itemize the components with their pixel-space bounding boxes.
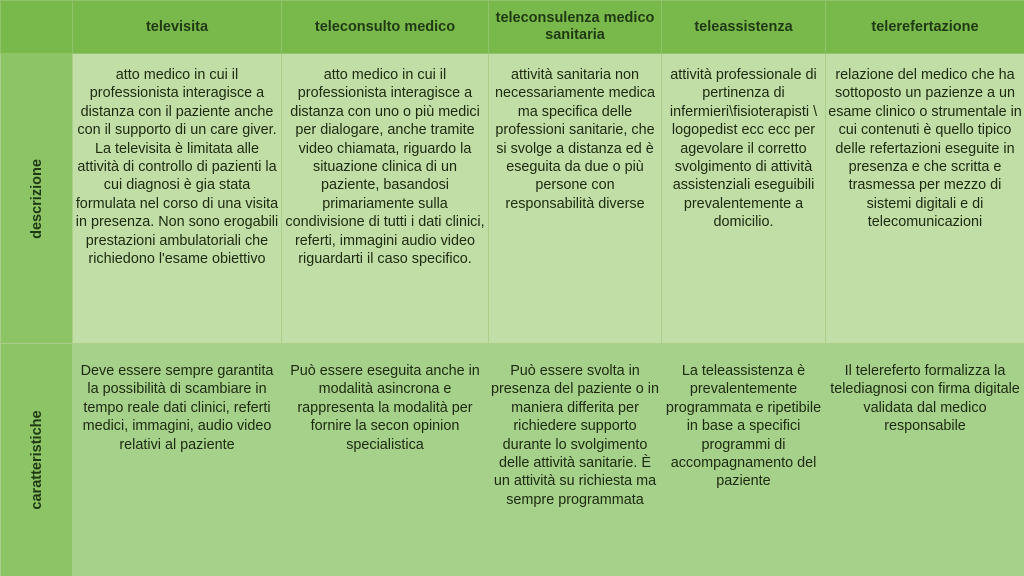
header-teleconsulto-medico: teleconsulto medico <box>282 1 489 54</box>
table-cell <box>826 344 1024 576</box>
header-teleconsulenza-medico-sanitaria: teleconsulenza medico sanitaria <box>489 1 662 54</box>
cell-text-teleassistenza-descrizione: attività professionale di pertinenza di infermieri\fisioterapisti \ logopedist ecc ecc per agevolare il corretto svolgimento di attività assistenziali eseguibili prevalentemente a domicilio. <box>669 67 818 231</box>
cell-text-teleconsulto-descrizione: atto medico in cui il professionista interagisce a distanza con uno o più medici per dialogare, anche tramite video chiamata, riguardo la situazione clinica di un paziente, basandosi primariamente sulla condivisione di tutti i dati clinici, referti, immagini audio video riguardarti il caso specifico. <box>285 67 485 268</box>
table-cell <box>662 344 826 576</box>
table-row-descrizione <box>1 54 1024 344</box>
cell-text-teleconsulto-caratteristiche: Può essere eseguita anche in modalità asincrona e rappresenta la modalità per fornire la secon opinion specialistica <box>290 363 480 453</box>
table-cell <box>73 54 282 344</box>
row-label-caratteristiche: caratteristiche <box>28 410 45 510</box>
table-cell <box>282 344 489 576</box>
table-cell <box>662 54 826 344</box>
cell-text-telerefertazione-caratteristiche: Il telereferto formalizza la telediagnosi con firma digitale validata dal medico responsabile <box>830 363 1020 435</box>
cell-text-televisita-descrizione: atto medico in cui il professionista interagisce a distanza con il paziente anche con il supporto di un care giver. La televisita è limitata alle attività di controllo di pazienti la cui diagnosi è gia stata formulata nel corso di una visita in presenza. Non sono erogabili prestazioni ambulatoriali che richiedono l'esame obiettivo <box>75 67 279 268</box>
header-teleassistenza: teleassistenza <box>662 1 826 54</box>
table-cell <box>489 344 662 576</box>
header-telerefertazione: telerefertazione <box>826 1 1024 54</box>
table-row-caratteristiche <box>1 344 1024 576</box>
row-label-cell <box>1 344 73 576</box>
header-corner-cell <box>1 1 73 54</box>
table-cell <box>282 54 489 344</box>
cell-text-teleconsulenza-caratteristiche: Può essere svolta in presenza del paziente o in maniera differita per richiedere supporto durante lo svolgimento delle attività sanitarie. È un attività su richiesta ma sempre programmata <box>490 363 659 508</box>
cell-text-telerefertazione-descrizione: relazione del medico che ha sottoposto un pazienze a un esame clinico o strumentale in cui contenuti è quello tipico delle refertazioni eseguite in presenza e che scritta e trasmessa per mezzo di sistemi digitali e di telecomunicazioni <box>828 67 1022 231</box>
row-label-cell <box>1 54 73 344</box>
cell-text-teleassistenza-caratteristiche: La teleassistenza è prevalentemente programmata e ripetibile in base a specifici programmi di accompagnamento del paziente <box>665 363 822 490</box>
table-cell <box>489 54 662 344</box>
header-televisita: televisita <box>73 1 282 54</box>
table-header-row <box>1 1 1024 54</box>
table-cell <box>826 54 1024 344</box>
table-cell <box>73 344 282 576</box>
cell-text-teleconsulenza-descrizione: attività sanitaria non necessariamente medica ma specifica delle professioni sanitarie, che si svolge a distanza ed è eseguita da due o più persone con responsabilità diverse <box>495 67 655 212</box>
cell-text-televisita-caratteristiche: Deve essere sempre garantita la possibilità di scambiare in tempo reale dati clinici, referti medici, immagini, audio video relativi al paziente <box>80 363 274 453</box>
row-label-descrizione: descrizione <box>28 158 45 239</box>
